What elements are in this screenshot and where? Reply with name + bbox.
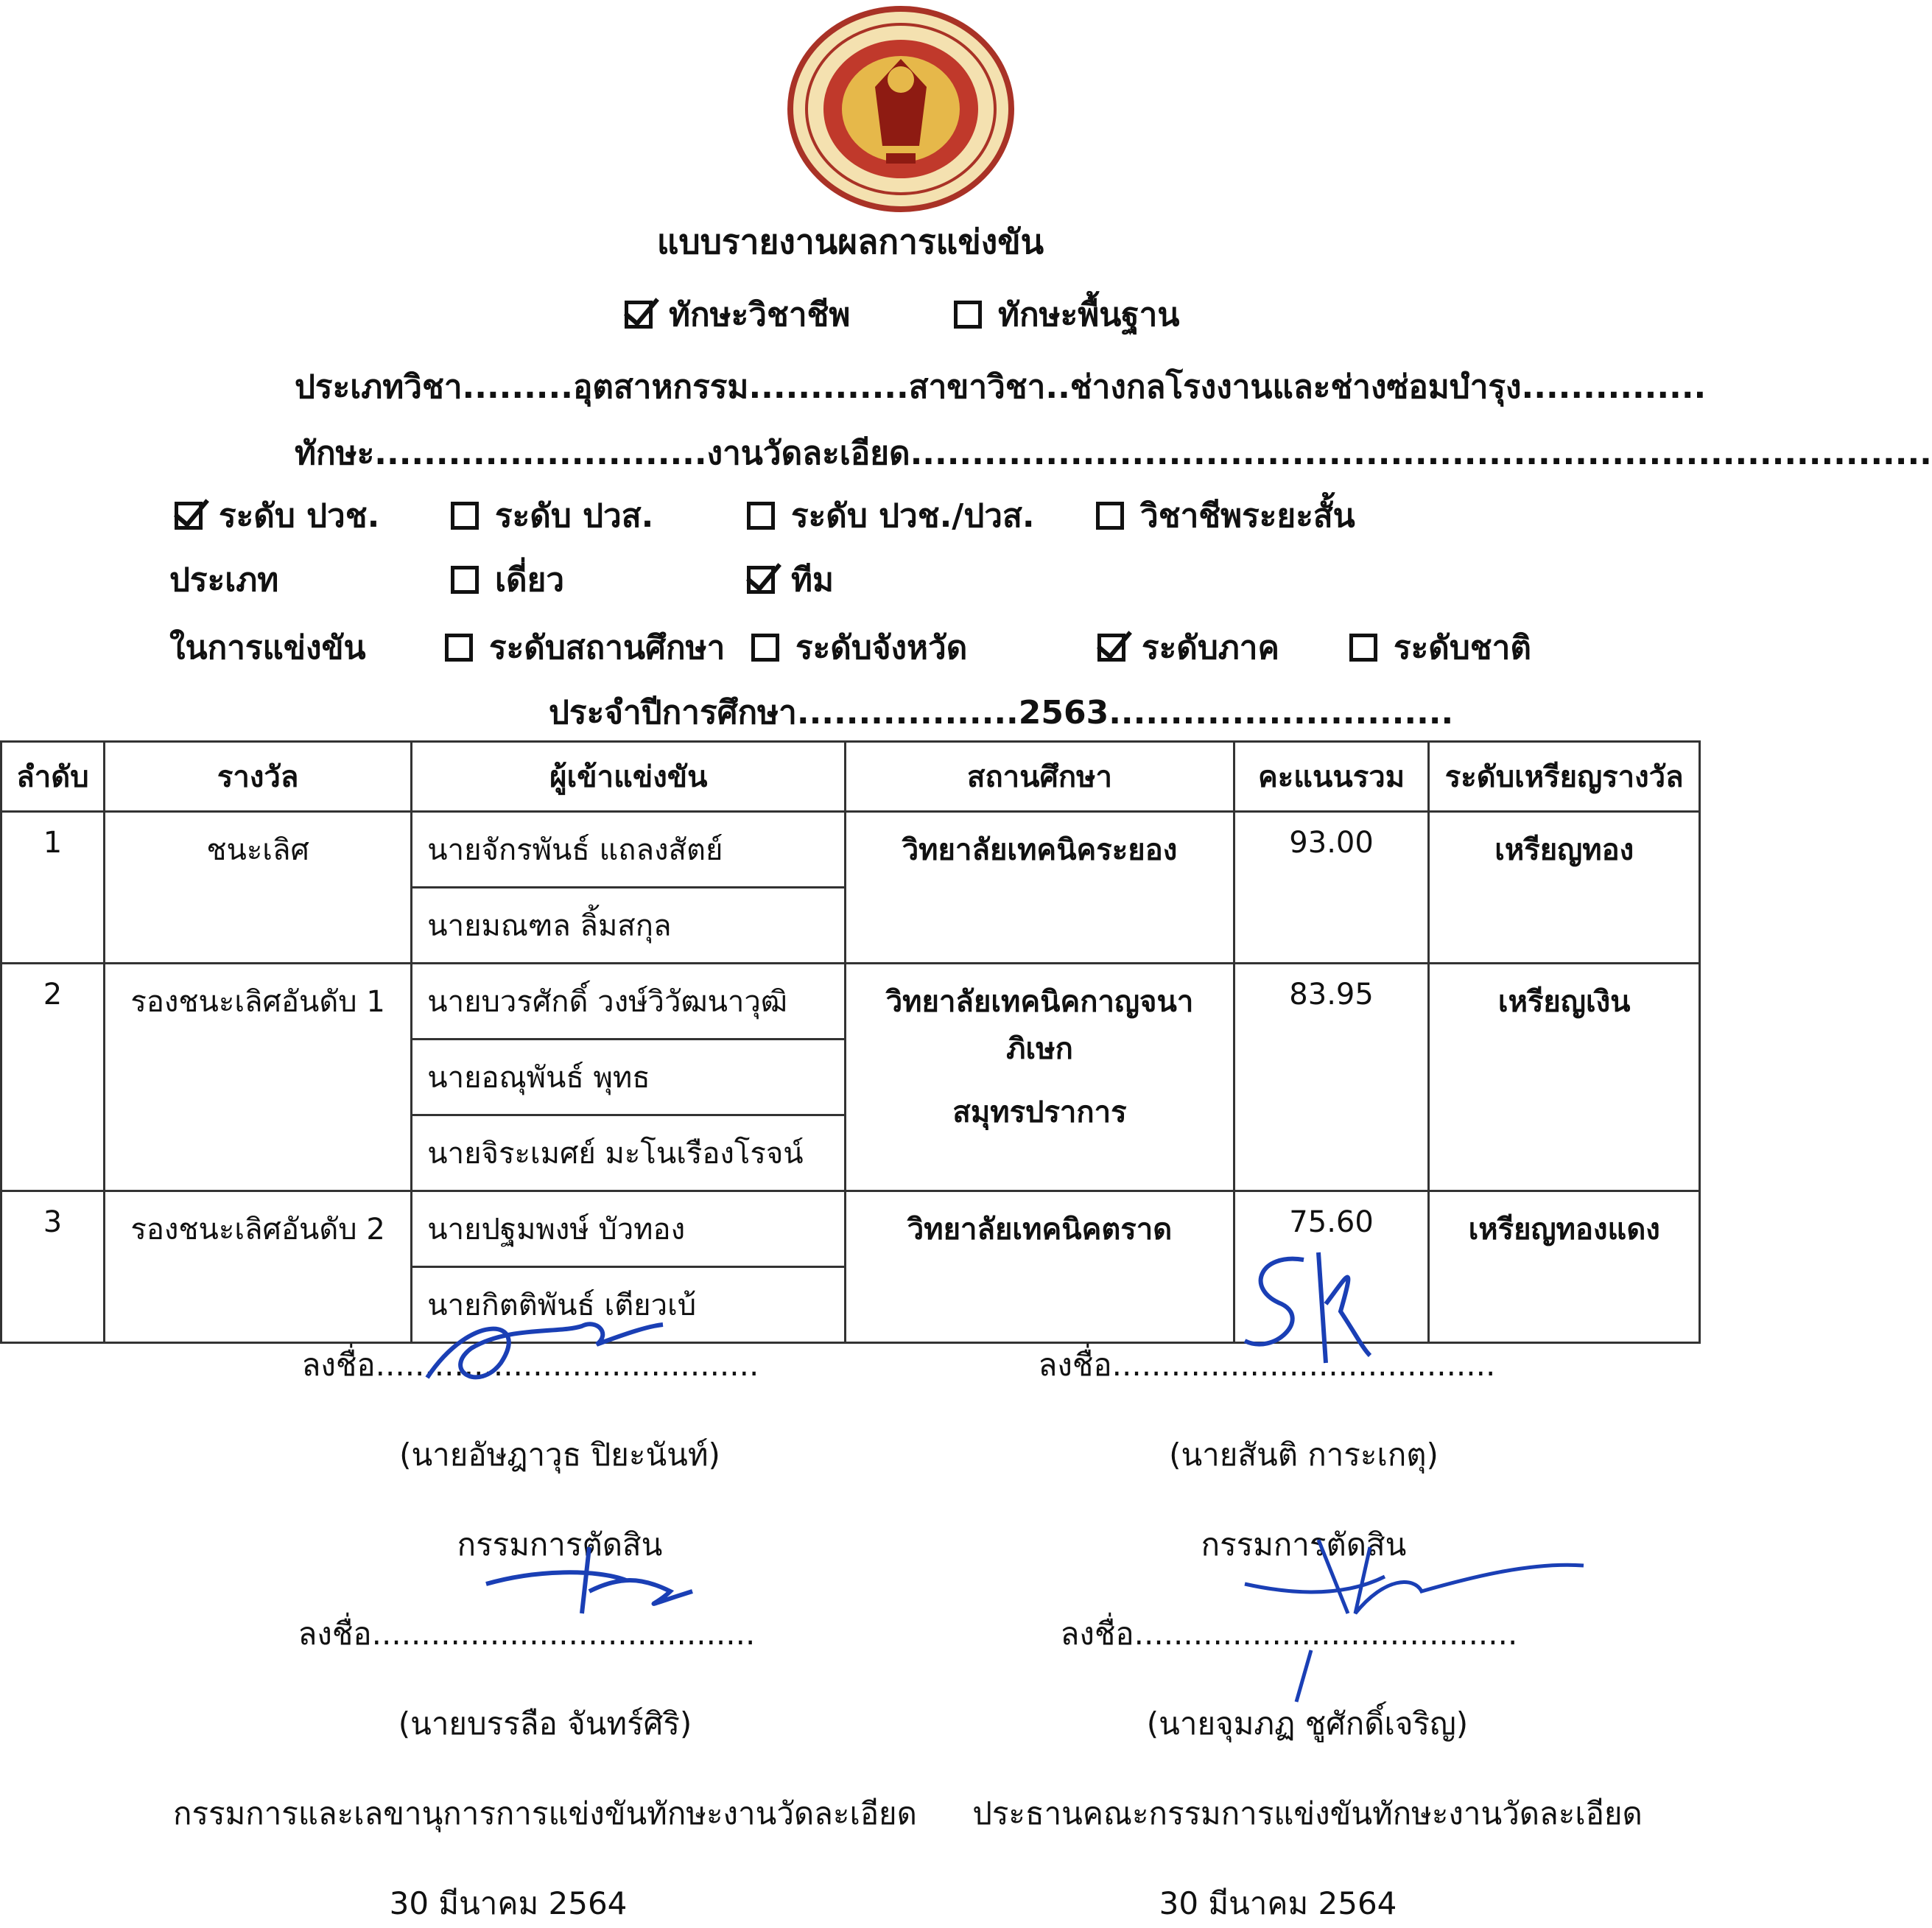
handwritten-signature-3 [479,1540,700,1628]
member-cell: นายบวรศักดิ์ วงษ์วิวัฒนาวุฒิ [412,964,846,1040]
skill-type-basic[interactable]: ทักษะพื้นฐาน [954,289,1179,340]
signer-role: กรรมการตัดสิน [457,1526,663,1563]
skill-line: ทักษะ...........................งานวัดละเอียด................................................................................... [295,435,1932,472]
subject-line: ประเภทวิชา.........อุตสาหกรรม.............สาขาวิชา..ช่างกลโรงงานและช่างซ่อมบำรุง............... [295,368,1707,406]
school-line: วิทยาลัยเทคนิคกาญจนาภิเษก [885,985,1194,1066]
signer-role: ประธานคณะกรรมการแข่งขันทักษะงานวัดละเอียด [972,1795,1643,1831]
skill-value: งานวัดละเอียด [706,435,910,472]
school-cell [846,964,1234,1191]
signer-name: (นายจุมภฏ ชูศักดิ์เจริญ) [1146,1706,1469,1742]
type-label: ประเภท [169,561,279,599]
academic-year-value: 2563 [1018,694,1109,732]
award-cell: รองชนะเลิศอันดับ 2 [104,1191,411,1343]
award-cell: รองชนะเลิศอันดับ 1 [104,964,411,1191]
association-seal-icon [787,6,1015,212]
rank-cell: 3 [1,1191,105,1343]
signer-name: (นายอัษฎาวุธ ปิยะนันท์) [399,1437,720,1473]
handwritten-signature-4 [1237,1532,1591,1702]
member-cell: นายปฐมพงษ์ บัวทอง [412,1191,846,1267]
school-line: สมุทรปราการ [952,1096,1127,1129]
competition-label: ในการแข่งขัน [169,629,366,667]
signer-role: กรรมการและเลขานุการการแข่งขันทักษะงานวัดละเอียด [173,1795,917,1831]
checkbox-empty-icon[interactable] [747,502,775,530]
checkbox-empty-icon[interactable] [954,301,982,329]
member-cell: นายอณุพันธ์ พุทธ [412,1040,846,1115]
header-award: รางวัล [104,742,411,812]
checkbox-empty-icon[interactable] [1349,634,1377,662]
medal-cell: เหรียญทองแดง [1429,1191,1700,1343]
checkbox-empty-icon[interactable] [751,634,779,662]
rank-cell: 1 [1,812,105,964]
table-row [1,964,1700,1040]
signer-name: (นายสันติ การะเกตุ) [1169,1437,1439,1473]
competition-national[interactable]: ระดับชาติ [1349,622,1531,673]
association-seal [787,6,1015,212]
sign-line: ลงชื่อ....................................... [298,1616,756,1652]
type-individual[interactable]: เดี่ยว [451,554,564,606]
table-header-row [1,742,1700,812]
checkbox-empty-icon[interactable] [451,566,479,594]
table-row [1,812,1700,888]
header-competitors: ผู้เข้าแข่งขัน [412,742,846,812]
sign-line: ลงชื่อ....................................... [301,1347,759,1383]
level-high-vocational[interactable]: ระดับ ปวส. [451,490,653,541]
score-cell: 83.95 [1234,964,1429,1191]
checkbox-empty-icon[interactable] [445,634,473,662]
checkbox-checked-icon[interactable] [175,502,203,530]
competition-institution[interactable]: ระดับสถานศึกษา [445,622,725,673]
checkbox-checked-icon[interactable] [747,566,775,594]
signer-name: (นายบรรลือ จันทร์ศิริ) [398,1706,692,1742]
academic-year-line: ประจำปีการศึกษา..................2563............................ [549,694,1454,732]
member-cell: นายมณฑล ลิ้มสกุล [412,888,846,964]
handwritten-signature-1 [412,1304,678,1407]
type-team[interactable]: ทีม [747,554,834,606]
level-vocational-cert[interactable]: ระดับ ปวช. [175,490,379,541]
checkbox-checked-icon[interactable] [625,301,653,329]
sign-line: ลงชื่อ....................................... [1060,1616,1518,1652]
signature-block-secretary [147,1610,943,1928]
page-title: แบบรายงานผลการแข่งขัน [656,222,1044,262]
sign-date: 30 มีนาคม 2564 [389,1885,628,1921]
handwritten-signature-2 [1230,1245,1377,1370]
competition-province[interactable]: ระดับจังหวัด [751,622,967,673]
medal-cell: เหรียญเงิน [1429,964,1700,1191]
rank-cell: 2 [1,964,105,1191]
header-medal: ระดับเหรียญรางวัล [1429,742,1700,812]
branch-value: ช่างกลโรงงานและช่างซ่อมบำรุง [1069,368,1522,406]
sign-line: ลงชื่อ....................................... [1038,1347,1496,1383]
checkbox-checked-icon[interactable] [1097,634,1125,662]
checkbox-empty-icon[interactable] [451,502,479,530]
checkbox-empty-icon[interactable] [1096,502,1124,530]
competition-region[interactable]: ระดับภาค [1097,622,1279,673]
member-cell: นายจิระเมศย์ มะโนเรืองโรจน์ [412,1115,846,1191]
level-short-course[interactable]: วิชาชีพระยะสั้น [1096,490,1355,541]
medal-cell: เหรียญทอง [1429,812,1700,964]
school-cell: วิทยาลัยเทคนิคระยอง [846,812,1234,964]
table-row [1,1191,1700,1267]
results-table [0,740,1701,1344]
header-school: สถานศึกษา [846,742,1234,812]
score-cell: 75.60 [1234,1191,1429,1343]
signer-role: กรรมการตัดสิน [1201,1526,1407,1563]
skill-type-professional[interactable]: ทักษะวิชาชีพ [625,289,850,340]
header-rank: ลำดับ [1,742,105,812]
member-cell: นายจักรพันธ์ แถลงสัตย์ [412,812,846,888]
sign-date: 30 มีนาคม 2564 [1159,1885,1397,1921]
member-cell: นายกิตติพันธ์ เตียวเบ้ [412,1267,846,1343]
level-both[interactable]: ระดับ ปวช./ปวส. [747,490,1035,541]
award-cell: ชนะเลิศ [104,812,411,964]
score-cell: 93.00 [1234,812,1429,964]
category-value: อุตสาหกรรม [572,368,749,406]
school-cell: วิทยาลัยเทคนิคตราด [846,1191,1234,1343]
header-score: คะแนนรวม [1234,742,1429,812]
